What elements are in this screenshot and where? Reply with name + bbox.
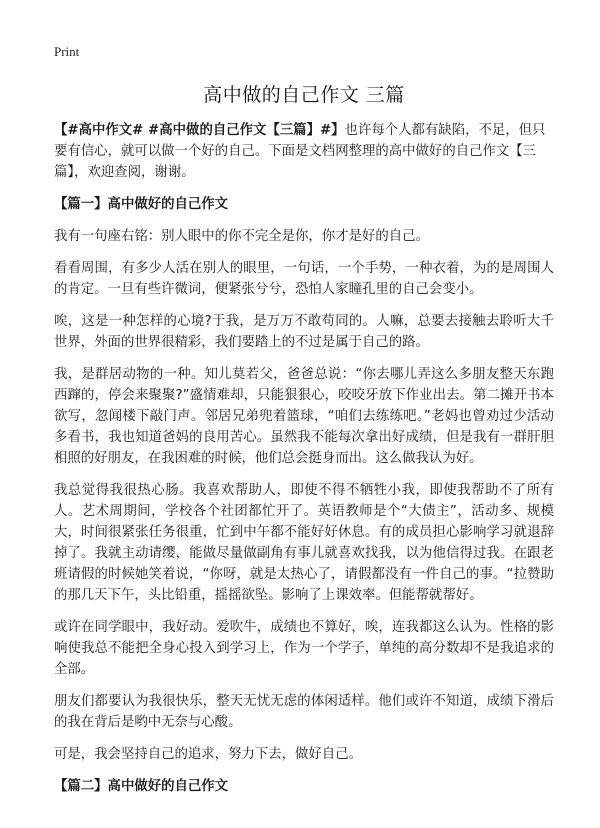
- paragraph: 我总觉得我很热心肠。我喜欢帮助人，即使不得不牺牲小我，即使我帮助不了所有人。艺术周期间，学校各个社团都忙开了。英语教师是个“大债主”，活动多、规模大，时间很紧张任务很重，忙到中午都不能好好休息。有的成员担心影响学习就退辞掉了。我就主动请缨，能做尽量做副角有事儿就喜欢找我，以为他信得过我。在跟老班请假的时候她笑着说，“你呀，就是太热心了，请假都没有一件自己的事。“拉赞助的那几天下午，头比铅重，摇摇欲坠。影响了上课效率。但能帮就帮好。: [54, 483, 554, 603]
- paragraph: 朋友们都要认为我很快乐，整天无忧无虑的体闲适样。他们或许不知道，成绩下滑后的我在背后是哟中无奈与心酸。: [54, 694, 554, 730]
- paragraph: 看看周围，有多少人活在别人的眼里，一句话，一个手势，一种衣着，为的是周围人的肯定。一旦有些许微词，便紧张兮兮，恐怕人家瞳孔里的自己会变小。: [54, 261, 554, 297]
- intro-tags: 【#高中作文# #高中做的自己作文【三篇】#】: [54, 123, 345, 138]
- page-title: 高中做的自己作文 三篇: [203, 84, 405, 106]
- paragraph: 我，是群居动物的一种。知儿莫若父，爸爸总说：“你去哪儿弄这么多朋友整天东跑西蹿的，停会来聚聚?”盛情难却，只能狠狠心，咬咬牙放下作业出去。第二摊开书本欲写，忽闻楼下敲门声。邻居兄弟兜着篮球，“咱们去练练吧。”老妈也曾劝过少活动多看书，我也知道爸妈的良用苦心。虽然我不能每次拿出好成绩，但是我有一群肝胆相照的好朋友，在我困难的时候，他们总会挺身而出。这么做我认为好。: [54, 367, 554, 466]
- section-heading-2: 【篇二】高中做好的自己作文: [54, 779, 229, 794]
- paragraph: 可是，我会坚持自己的追求，努力下去，做好自己。: [54, 747, 362, 762]
- article-body: [54, 120, 554, 808]
- paragraph: 唉，这是一种怎样的心境?于我，是万万不敢苟同的。人嘛，总要去接触去聆听大千世界，外面的世界很精彩，我们要踏上的不过是属于自己的路。: [54, 314, 554, 350]
- section-heading-1: 【篇一】高中做好的自己作文: [54, 197, 229, 212]
- paragraph: 我有一句座右铭：别人眼中的你不完全是你，你才是好的自己。: [54, 229, 429, 244]
- intro-paragraph: [54, 120, 554, 183]
- intro-text: 也许每个人都有缺陷，不足，但只要有信心，就可以做一个好的自己。下面是文档网整理的高中做好的自己作文【三篇】，欢迎查阅，谢谢。: [54, 123, 546, 180]
- paragraph: 或许在同学眼中，我好动。爱吹牛，成绩也不算好，唉，连我都这么认为。性格的影响使我总不能把全身心投入到学习上，作为一个学子，单纯的高分数却不是我追求的全部。: [54, 620, 554, 677]
- print-label: Print: [54, 44, 80, 59]
